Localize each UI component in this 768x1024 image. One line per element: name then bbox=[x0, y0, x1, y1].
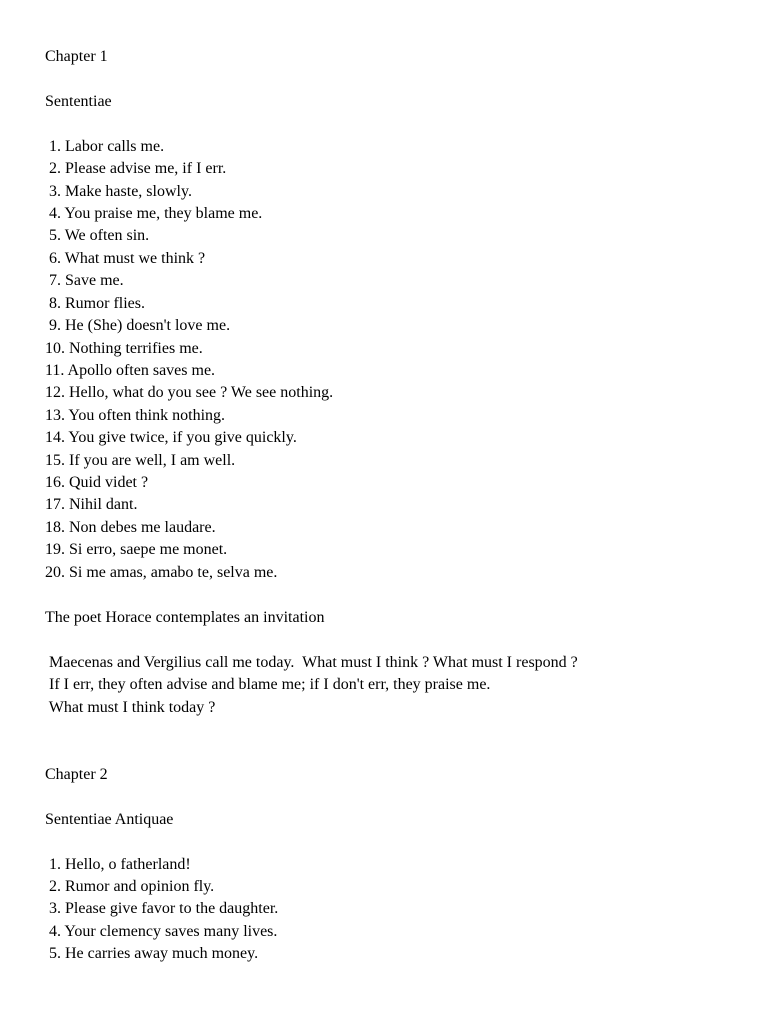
sentence-item: 12. Hello, what do you see ? We see nothing. bbox=[45, 384, 334, 401]
sentence-item: 1. Labor calls me. bbox=[45, 138, 165, 155]
sentence-item: 8. Rumor flies. bbox=[45, 295, 145, 312]
sentence-item: 7. Save me. bbox=[45, 272, 124, 289]
sentence-item: 11. Apollo often saves me. bbox=[45, 362, 216, 379]
sentence-item: 15. If you are well, I am well. bbox=[45, 452, 236, 469]
chapter-1-section-title: Sententiae bbox=[45, 93, 112, 110]
sentence-item: 3. Please give favor to the daughter. bbox=[45, 900, 279, 917]
chapter-2-heading: Chapter 2 bbox=[45, 766, 108, 783]
sentence-item: 14. You give twice, if you give quickly. bbox=[45, 429, 297, 446]
sentence-item: 4. You praise me, they blame me. bbox=[45, 205, 263, 222]
reading-line: If I err, they often advise and blame me; if I don't err, they praise me. bbox=[45, 676, 491, 693]
sentence-item: 4. Your clemency saves many lives. bbox=[45, 923, 278, 940]
sentence-item: 5. We often sin. bbox=[45, 227, 150, 244]
sentence-item: 9. He (She) doesn't love me. bbox=[45, 317, 231, 334]
sentence-item: 5. He carries away much money. bbox=[45, 945, 259, 962]
sentence-item: 16. Quid videt ? bbox=[45, 474, 149, 491]
sentence-item: 20. Si me amas, amabo te, selva me. bbox=[45, 564, 278, 581]
sentence-item: 19. Si erro, saepe me monet. bbox=[45, 541, 228, 558]
sentence-item: 6. What must we think ? bbox=[45, 250, 206, 267]
sentence-item: 17. Nihil dant. bbox=[45, 496, 138, 513]
sentence-item: 2. Please advise me, if I err. bbox=[45, 160, 227, 177]
sentence-item: 10. Nothing terrifies me. bbox=[45, 340, 203, 357]
chapter-2-section-title: Sententiae Antiquae bbox=[45, 811, 174, 828]
reading-line: Maecenas and Vergilius call me today. What must I think ? What must I respond ? bbox=[45, 654, 578, 671]
reading-title: The poet Horace contemplates an invitation bbox=[45, 609, 325, 626]
sentence-item: 18. Non debes me laudare. bbox=[45, 519, 216, 536]
sentence-item: 1. Hello, o fatherland! bbox=[45, 856, 191, 873]
chapter-1-heading: Chapter 1 bbox=[45, 48, 108, 65]
sentence-item: 2. Rumor and opinion fly. bbox=[45, 878, 215, 895]
reading-line: What must I think today ? bbox=[45, 699, 216, 716]
sentence-item: 3. Make haste, slowly. bbox=[45, 183, 192, 200]
sentence-item: 13. You often think nothing. bbox=[45, 407, 226, 424]
